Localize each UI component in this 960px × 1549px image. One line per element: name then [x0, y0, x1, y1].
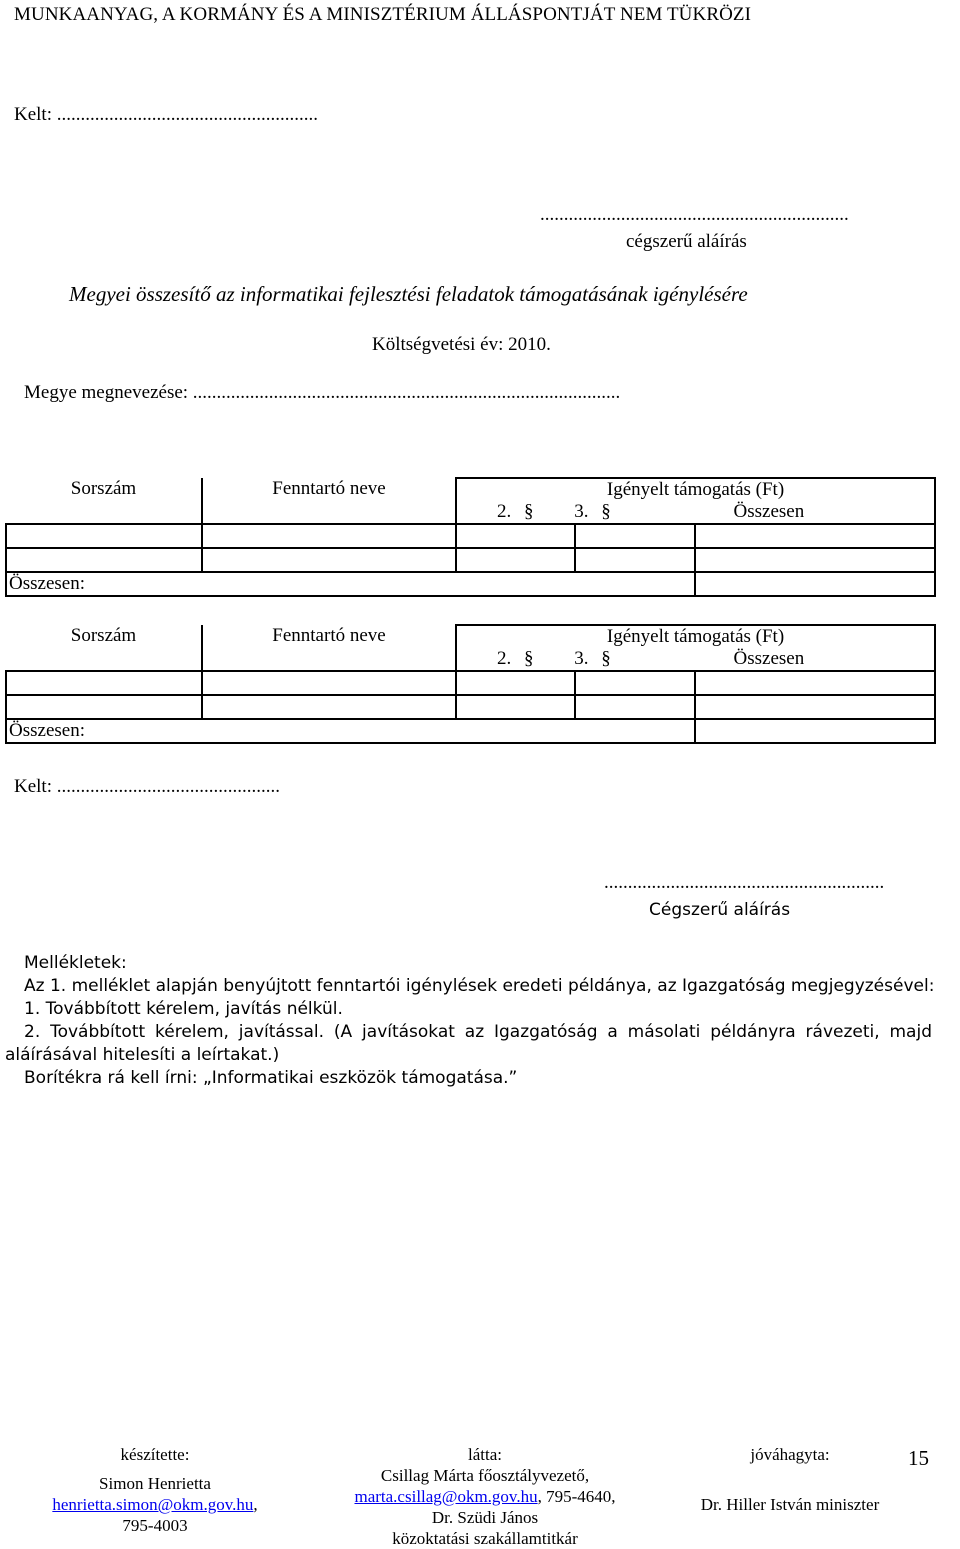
signature-dots-top: .................................................................	[540, 204, 849, 225]
seen-title2: közoktatási szakállamtitkár	[392, 1529, 578, 1548]
signature-dots-bottom: ...........................................................	[604, 872, 885, 893]
total-label: Összesen:	[6, 572, 695, 596]
document-header: MUNKAANYAG, A KORMÁNY ÉS A MINISZTÉRIUM ÁLLÁSPONTJÁT NEM TÜKRÖZI	[14, 4, 752, 25]
envelope-instruction: Borítékra rá kell írni: „Informatikai eszközök támogatása.”	[24, 1068, 518, 1088]
sub-total: Összesen	[733, 648, 805, 669]
seen-phone: , 795-4640,	[537, 1487, 616, 1506]
section-icon: §	[524, 501, 534, 522]
sub-2: 2.	[497, 648, 512, 669]
table-subheader-row	[6, 648, 935, 671]
table-total-row	[6, 572, 935, 596]
table-header-row	[6, 478, 935, 501]
col-igenyelt: Igényelt támogatás (Ft)	[456, 478, 935, 501]
seen-name2: Dr. Szüdi János	[431, 1508, 539, 1527]
sub-3: 3.	[574, 648, 589, 669]
signature-label-top: cégszerű aláírás	[626, 231, 747, 252]
table-row	[6, 548, 935, 572]
document-title: Megyei összesítő az informatikai fejlesztési feladatok támogatásának igénylésére	[69, 282, 748, 306]
sub-total: Összesen	[733, 501, 805, 522]
table-row	[6, 671, 935, 695]
prepared-label: készítette:	[120, 1445, 190, 1464]
seen-name: Csillag Márta főosztályvezető,	[380, 1466, 590, 1485]
col-sorszam: Sorszám	[70, 478, 137, 499]
summary-table-2	[5, 624, 936, 744]
col-igenyelt: Igényelt támogatás (Ft)	[456, 625, 935, 648]
table-header-row	[6, 625, 935, 648]
table-subheader-row	[6, 501, 935, 524]
col-sorszam: Sorszám	[70, 625, 137, 646]
footer-prepared: készítette: Simon Henrietta henrietta.simon@okm.gov.hu, 795-4003	[20, 1444, 290, 1536]
col-fenntarto: Fenntartó neve	[202, 625, 456, 648]
prepared-name: Simon Henrietta	[99, 1474, 211, 1493]
prepared-email-link[interactable]: henrietta.simon@okm.gov.hu	[52, 1495, 254, 1514]
page-number: 15	[908, 1446, 929, 1470]
table-row	[6, 524, 935, 548]
section-icon: §	[601, 648, 611, 669]
seen-label: látta:	[468, 1445, 502, 1464]
attachments-line1: Az 1. melléklet alapján benyújtott fenntartói igénylések eredeti példánya, az Igazgatóság megjegyzésével:	[24, 976, 935, 996]
approved-name: Dr. Hiller István miniszter	[700, 1495, 880, 1514]
attachments-item2: 2. Továbbított kérelem, javítással. (A javításokat az Igazgatóság a másolati példányra rávezeti, majd	[24, 1022, 932, 1042]
sub-2: 2.	[497, 501, 512, 522]
date-field-bottom: Kelt: ...............................................	[14, 776, 280, 797]
attachments-item2-cont: aláírásával hitelesíti a leírtakat.)	[5, 1045, 280, 1065]
seen-email-link[interactable]: marta.csillag@okm.gov.hu	[354, 1487, 538, 1506]
prepared-phone: 795-4003	[122, 1516, 188, 1535]
date-field-top: Kelt: .......................................................	[14, 104, 318, 125]
attachments-item1: 1. Továbbított kérelem, javítás nélkül.	[24, 999, 343, 1019]
budget-year: Költségvetési év: 2010.	[372, 334, 551, 355]
footer-approved	[680, 1444, 900, 1515]
footer-seen	[320, 1444, 650, 1549]
total-label: Összesen:	[6, 719, 695, 743]
approved-label: jóváhagyta:	[750, 1445, 830, 1464]
signature-label-bottom: Cégszerű aláírás	[649, 900, 791, 920]
summary-table-1	[5, 477, 936, 597]
county-field: Megye megnevezése: ..........................................................................................	[24, 382, 621, 403]
section-icon: §	[524, 648, 534, 669]
attachments-heading: Mellékletek:	[24, 953, 127, 973]
table-row	[6, 695, 935, 719]
table-total-row	[6, 719, 935, 743]
col-fenntarto: Fenntartó neve	[202, 478, 456, 501]
section-icon: §	[601, 501, 611, 522]
sub-3: 3.	[574, 501, 589, 522]
